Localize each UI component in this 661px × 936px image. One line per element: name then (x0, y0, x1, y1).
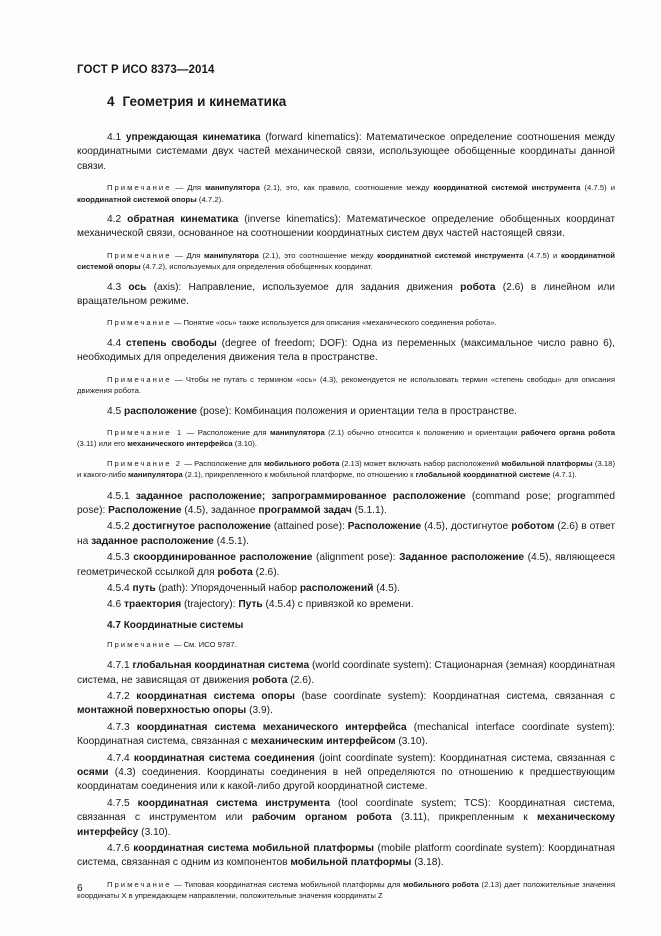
term-4-6: 4.6 траектория (trajectory): Путь (4.5.4) с привязкой ко времени. (107, 599, 414, 611)
section-heading (107, 93, 615, 111)
note-4-3: Примечание — Понятие «ось» также используется для описания «механического соединения робота». (107, 318, 497, 328)
subsection-number: 4.7 (107, 619, 121, 631)
term-4-5-1: 4.5.1 заданное расположение; запрограммированное расположение (command pose; programmed pose): Расположение (4.5), заданное программой задач (5.1.1). (77, 490, 615, 516)
term-4-5-2: 4.5.2 достигнутое расположение (attained pose): Расположение (4.5), достигнутое роботом (2.6) в ответ на заданное расположение (4.5.1). (77, 521, 615, 547)
note-4-7: Примечание — См. ИСО 9787. (107, 639, 237, 649)
term-4-7-4: 4.7.4 координатная система соединения (joint coordinate system): Координатная система, связанная с осями (4.3) соединения. Координаты соединения в ней определяются по отношению к предшествующим координатам соединения или к какой-либо другой координатной системе. (77, 752, 615, 793)
term-4-5-4: 4.5.4 путь (path): Упорядоченный набор расположений (4.5). (107, 582, 400, 594)
page-number: 6 (77, 883, 83, 894)
term-4-7-3: 4.7.3 координатная система механического интерфейса (mechanical interface coordinate system): Координатная система, связанная с механическим интерфейсом (3.10). (77, 721, 615, 748)
term-4-7-2: 4.7.2 координатная система опоры (base coordinate system): Координатная система, связанная с монтажной поверхностью опоры (3.9). (77, 691, 615, 717)
note-4-1: Примечание — Для манипулятора (2.1), это, как правило, соотношение между координатной системой инструмента (4.7.5) и координатной системой опоры (4.7.2). (77, 183, 615, 204)
term-4-5-3: 4.5.3 скоординированное расположение (alignment pose): Заданное расположение (4.5), являющееся геометрической ссылкой для робота (2.6). (77, 552, 616, 578)
term-4-1: 4.1 упреждающая кинематика (forward kinematics): Математическое определение соотношения между координатными системами двух частей механической связи, использующее обобщенные координаты данной связи. (77, 132, 616, 172)
term-4-7-1: 4.7.1 глобальная координатная система (world coordinate system): Стационарная (земная) координатная система, не зависящая от движения робота (2.6). (77, 660, 615, 686)
note-4-5-1: Примечание 1 — Расположение для манипулятора (2.1) обычно относится к положению и ориентации рабочего органа робота (3.11) или его механического интерфейса (3.10). (77, 427, 615, 449)
document-body (77, 93, 615, 902)
term-4-7-6: 4.7.6 координатная система мобильной платформы (mobile platform coordinate system): Координатная система, связанная с одним из компонентов мобильной платформы (3.18). (77, 843, 615, 869)
document-header: ГОСТ Р ИСО 8373—2014 (77, 64, 215, 76)
term-4-2: 4.2 обратная кинематика (inverse kinematics): Математическое определение обобщенных координат механической связи, основанное на соотношении координатных систем двух частей настоящей связи. (77, 214, 616, 240)
section-number: 4 (107, 94, 115, 109)
term-4-5: 4.5 расположение (pose): Комбинация положения и ориентации тела в пространстве. (107, 405, 517, 417)
term-4-3: 4.3 ось (axis): Направление, используемое для задания движения робота (2.6) в линейном или вращательном режиме. (77, 281, 615, 308)
subsection-title: Координатные системы (123, 619, 244, 631)
note-4-5-2: Примечание 2 — Расположение для мобильного робота (2.13) может включать набор расположений мобильной платформы (3.18) и какого-либо манипулятора (2.1), прикрепленного к мобильной платформе, по отношению к глобальной координатной системе (4.7.1). (77, 458, 616, 480)
section-title: Геометрия и кинематика (122, 94, 287, 109)
term-4-4: 4.4 степень свободы (degree of freedom; DOF): Одна из переменных (максимальное число равно 6), необходимых для определения движения тела в пространстве. (77, 337, 615, 364)
subsection-heading (107, 619, 615, 633)
note-4-2: Примечание — Для манипулятора (2.1), это соотношение между координатной системой инструмента (4.7.5) и координатной системой опоры (4.7.2), используемых для определения обобщенных координат. (77, 250, 615, 272)
note-4-4: Примечание — Чтобы не путать с термином «ось» (4.3), рекомендуется не использовать термин «степень свободы» для описания движения робота. (77, 374, 615, 396)
note-4-7-6: Примечание — Типовая координатная система мобильной платформы для мобильного робота (2.13) дает положительные значения координаты X в упреждающем направлении, положительные значения координаты Z (77, 879, 616, 901)
term-4-7-5: 4.7.5 координатная система инструмента (tool coordinate system; TCS): Координатная система, связанная с инструментом или рабочим органом робота (3.11), прикрепленным к механическому интерфейсу (3.10). (77, 797, 615, 838)
